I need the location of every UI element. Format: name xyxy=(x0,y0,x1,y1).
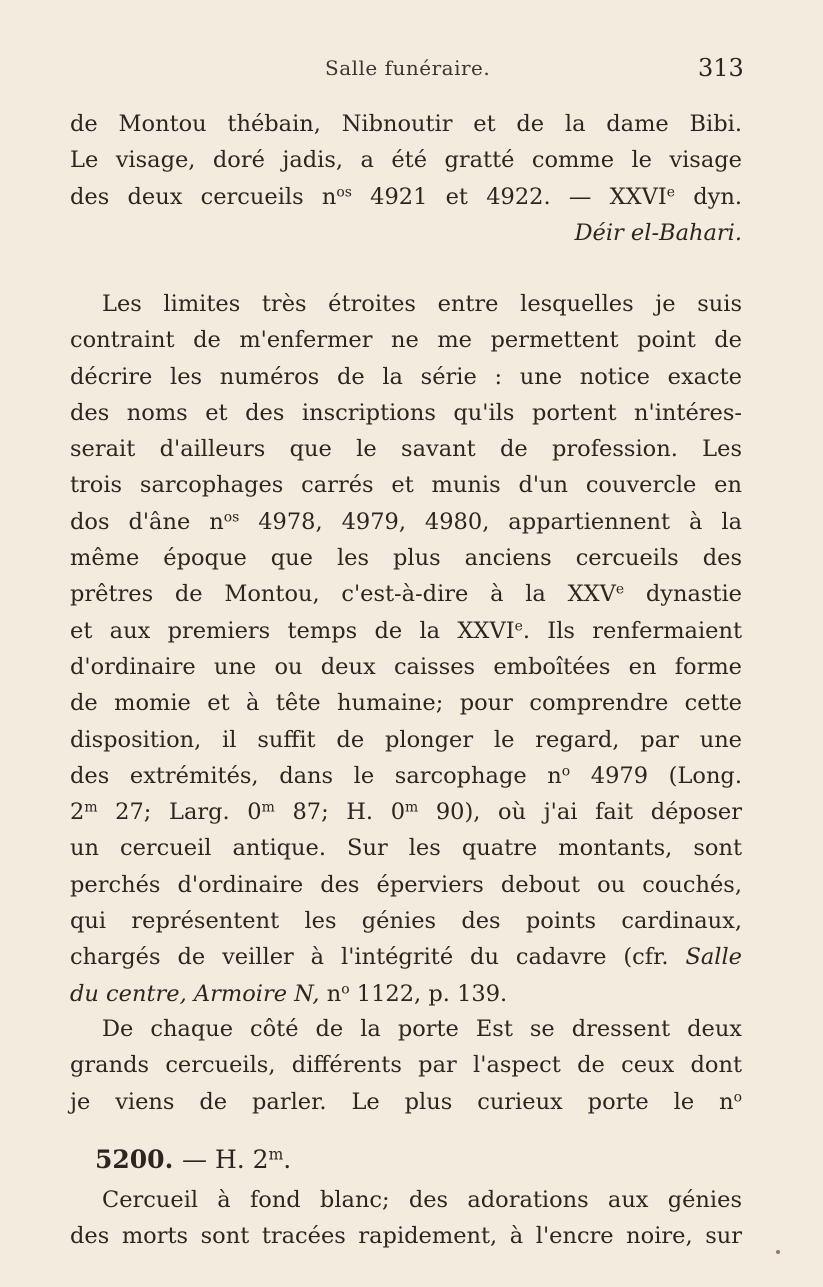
text-line: du centre, Armoire N, $n^o$ 1122, p. 139. xyxy=(70,980,508,1007)
text-line: prêtres de Montou, c'est-à-dire à la XXVe dynastie xyxy=(70,581,742,608)
running-head-title: Salle funéraire. xyxy=(325,56,491,80)
text-line: de momie et à tête humaine; pour comprendre cette xyxy=(70,690,742,717)
text-line: disposition, il suffit de plonger le regard, par une xyxy=(70,726,742,753)
text-line: des extrémités, dans le sarcophage $n^o$ 4979 (Long. xyxy=(70,762,742,789)
text-line: qui représentent les génies des points cardinaux, xyxy=(70,908,742,935)
paragraph-sarcophagi xyxy=(70,286,742,1012)
text-line: De chaque côté de la porte Est se dressent deux xyxy=(102,1016,742,1042)
text-line: je viens de parler. Le plus curieux porte le $n^o$ xyxy=(70,1088,742,1115)
text-line: dos d'âne $n^{os}$ 4978, 4979, 4980, appartiennent à la xyxy=(70,508,742,535)
provenance: Déir el-Bahari. xyxy=(574,219,742,246)
text-line: des morts sont tracées rapidement, à l'encre noire, sur xyxy=(70,1223,742,1250)
running-head xyxy=(0,48,823,88)
text-line: décrire les numéros de la série : une notice exacte xyxy=(70,363,742,390)
text-line: grands cercueils, différents par l'aspect de ceux dont xyxy=(70,1052,742,1079)
text-line: et aux premiers temps de la XXVIe. Ils renfermaient xyxy=(70,617,743,644)
entry-number: 5200. xyxy=(95,1145,174,1174)
catalog-entry-heading xyxy=(95,1145,291,1174)
text-line: un cercueil antique. Sur les quatre montants, sont xyxy=(70,835,742,862)
text-line: contraint de m'enfermer ne me permettent point de xyxy=(70,327,742,354)
text-line: chargés de veiller à l'intégrité du cadavre (cfr. Salle xyxy=(70,944,742,971)
paragraph-entry-description xyxy=(70,1182,742,1255)
text-line: de Montou thébain, Nibnoutir et de la dame Bibi. xyxy=(70,111,742,137)
text-line: serait d'ailleurs que le savant de profession. Les xyxy=(70,436,742,463)
page-number: 313 xyxy=(698,54,744,82)
text-line: d'ordinaire une ou deux caisses emboîtées en forme xyxy=(70,653,742,680)
provenance-line xyxy=(70,215,742,251)
text-line: perchés d'ordinaire des éperviers debout ou couchés, xyxy=(70,871,742,898)
text-line: Le visage, doré jadis, a été gratté comme le visage xyxy=(70,147,742,174)
paragraph-door xyxy=(70,1011,742,1120)
entry-dimension: — H. 2$^m$. xyxy=(182,1145,292,1174)
text-line: des deux cercueils $n^{os}$ 4921 et 4922. — XXVIe dyn. xyxy=(70,183,742,210)
text-line: trois sarcophages carrés et munis d'un couvercle en xyxy=(70,472,742,499)
text-line: Les limites très étroites entre lesquelles je suis xyxy=(102,291,742,317)
paper-speck xyxy=(776,1250,780,1254)
text-line: même époque que les plus anciens cercueils des xyxy=(70,545,742,572)
text-line: des noms et des inscriptions qu'ils portent n'intéres- xyxy=(70,399,742,426)
text-line: 2$^m$ 27; Larg. 0$^m$ 87; H. 0$^m$ 90), où j'ai fait déposer xyxy=(70,799,742,826)
text-line: Cercueil à fond blanc; des adorations aux génies xyxy=(102,1187,742,1213)
paragraph-continuation xyxy=(70,106,742,251)
